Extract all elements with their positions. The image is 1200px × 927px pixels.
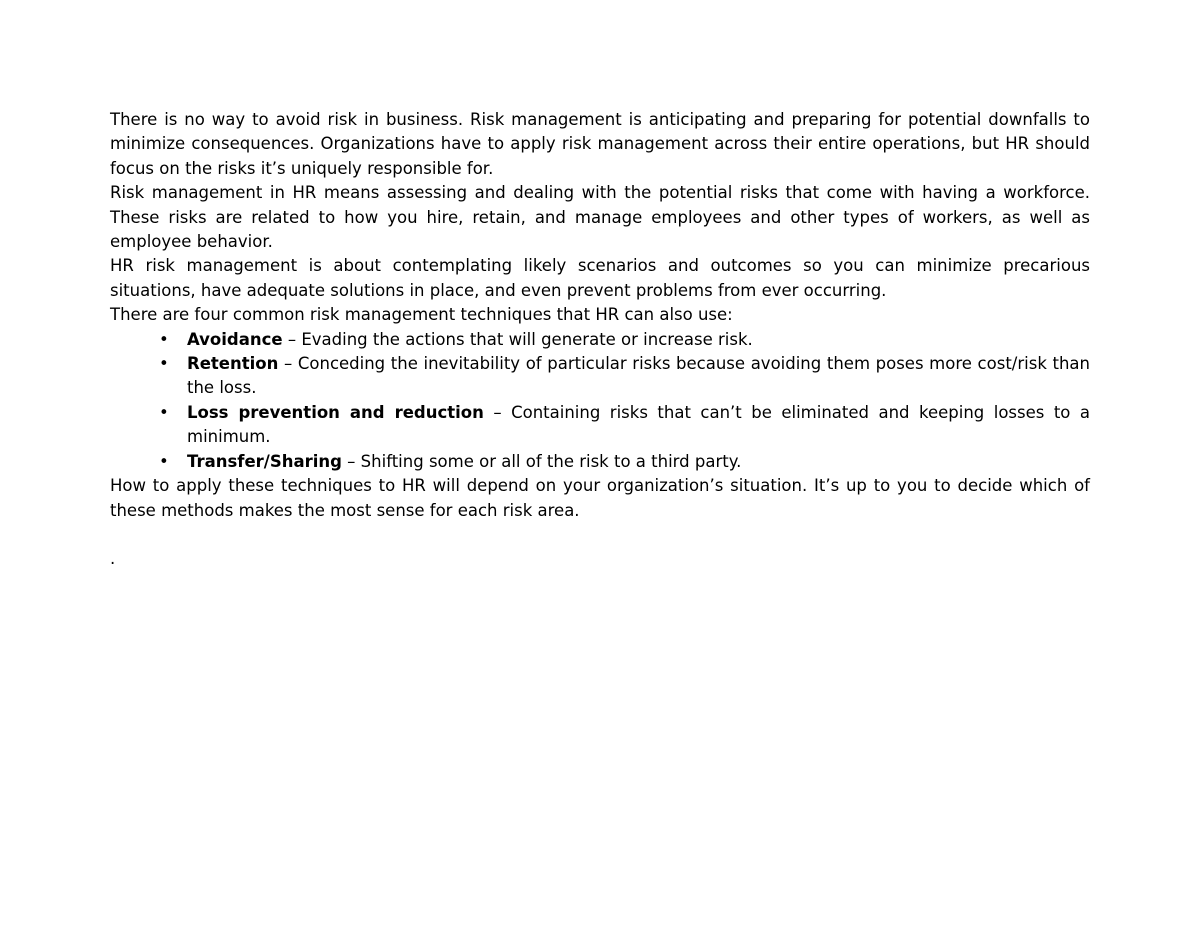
list-item xyxy=(159,401,1090,450)
paragraph-intro: There is no way to avoid risk in business. Risk management is anticipating and preparing for potential downfalls to minimize consequences. Organizations have to apply risk management across their entire operations, but HR should focus on the risks it’s uniquely responsible for. xyxy=(110,110,1090,178)
trailing-period: . xyxy=(110,548,116,568)
technique-description: – Containing risks that can’t be eliminated and keeping losses to a minimum. xyxy=(187,402,1090,447)
technique-term: Avoidance xyxy=(187,329,283,349)
technique-term: Transfer/Sharing xyxy=(187,451,342,471)
paragraph-techniques-intro: There are four common risk management techniques that HR can also use: xyxy=(110,305,733,325)
technique-term: Loss prevention and reduction xyxy=(187,402,484,422)
paragraph-closing: How to apply these techniques to HR will depend on your organization’s situation. It’s up to you to decide which of these methods makes the most sense for each risk area. xyxy=(110,476,1090,520)
technique-description: – Shifting some or all of the risk to a third party. xyxy=(341,451,742,471)
bullet-icon: • xyxy=(159,451,169,471)
technique-description: – Conceding the inevitability of particular risks because avoiding them poses more cost/risk than the loss. xyxy=(187,354,1090,398)
list-item xyxy=(159,352,1090,401)
techniques-list xyxy=(110,328,1090,474)
bullet-icon: • xyxy=(159,329,169,349)
technique-description: – Evading the actions that will generate or increase risk. xyxy=(282,329,753,349)
technique-term: Retention xyxy=(187,354,279,374)
list-item xyxy=(159,328,1090,352)
list-item xyxy=(159,450,1090,474)
paragraph-hr-risk-scenarios: HR risk management is about contemplating likely scenarios and outcomes so you can minimize precarious situations, have adequate solutions in place, and even prevent problems from ever occurring. xyxy=(110,256,1090,300)
bullet-icon: • xyxy=(159,354,169,374)
document-body xyxy=(110,108,1090,571)
bullet-icon: • xyxy=(159,402,169,422)
paragraph-hr-risk-definition: Risk management in HR means assessing and dealing with the potential risks that come with having a workforce. These risks are related to how you hire, retain, and manage employees and other types of workers, as well as employee behavior. xyxy=(110,183,1090,252)
